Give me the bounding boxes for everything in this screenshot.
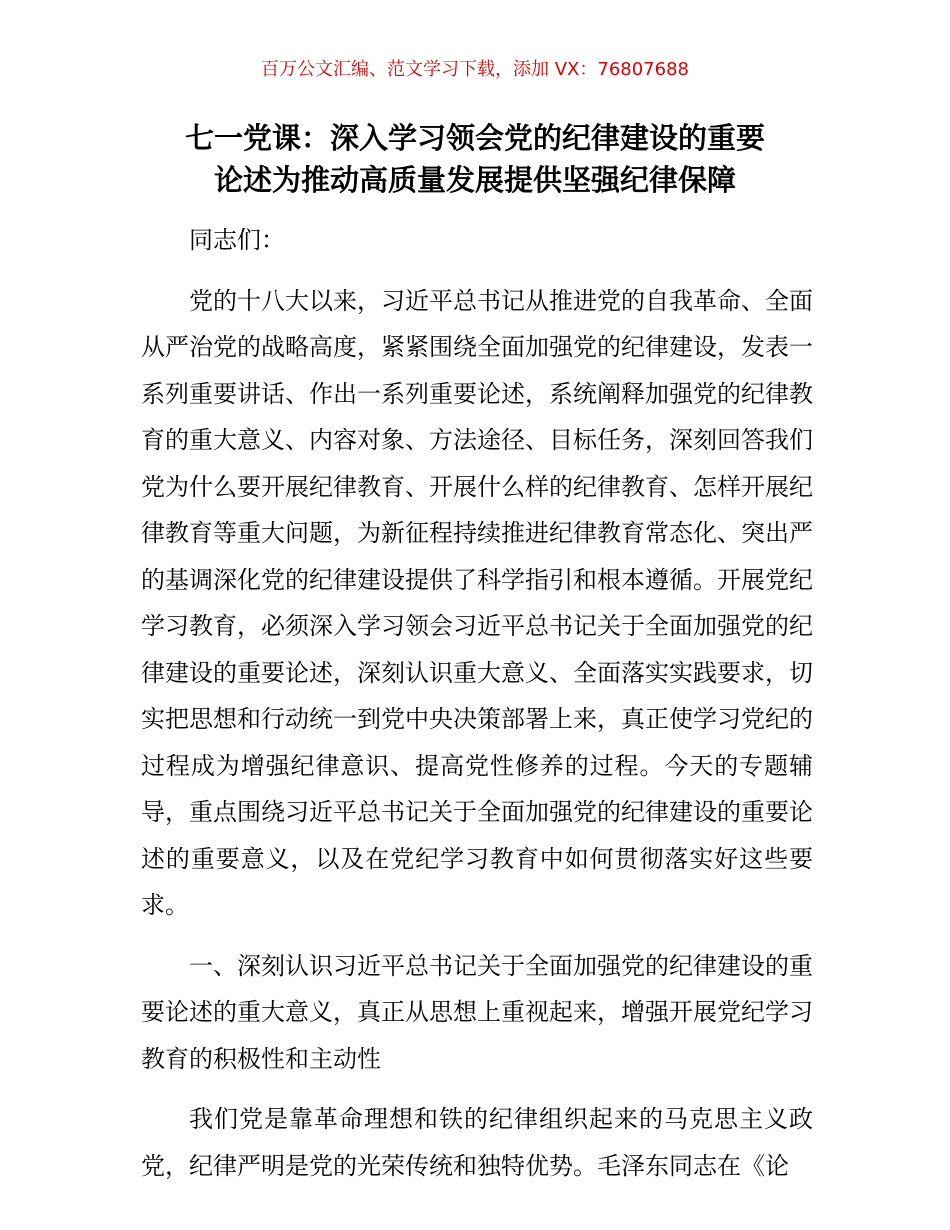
paragraph-intro: 党的十八大以来，习近平总书记从推进党的自我革命、全面从严治党的战略高度，紧紧围绕全面加强党的纪律建设，发表一系列重要讲话、作出一系列重要论述，系统阐释加强党的纪律教育的重大意义、内容对象、方法途径、目标任务，深刻回答我们党为什么要开展纪律教育、开展什么样的纪律教育、怎样开展纪律教育等重大问题，为新征程持续推进纪律教育常态化、突出严的基调深化党的纪律建设提供了科学指引和根本遵循。开展党纪学习教育，必须深入学习领会习近平总书记关于全面加强党的纪律建设的重要论述，深刻认识重大意义、全面落实实践要求，切实把思想和行动统一到党中央决策部署上来，真正使学习党纪的过程成为增强纪律意识、提高党性修养的过程。今天的专题辅导，重点围绕习近平总书记关于全面加强党的纪律建设的重要论述的重要意义，以及在党纪学习教育中如何贯彻落实好这些要求。 [141, 286, 813, 919]
document-body [141, 217, 813, 1189]
salutation: 同志们： [189, 226, 285, 254]
header-banner: 百万公文汇编、范文学习下载，添加 VX：76807688 [261, 59, 689, 80]
title-line-1: 七一党课：深入学习领会党的纪律建设的重要 [184, 121, 765, 155]
page-title [120, 117, 830, 201]
paragraph-section-1: 我们党是靠革命理想和铁的纪律组织起来的马克思主义政党，纪律严明是党的光荣传统和独特优势。毛泽东同志在《论 [141, 1105, 813, 1180]
section-heading-1: 一、深刻认识习近平总书记关于全面加强党的纪律建设的重要论述的重大意义，真正从思想上重视起来，增强开展党纪学习教育的积极性和主动性 [141, 951, 813, 1073]
title-line-2: 论述为推动高质量发展提供坚强纪律保障 [213, 163, 736, 197]
